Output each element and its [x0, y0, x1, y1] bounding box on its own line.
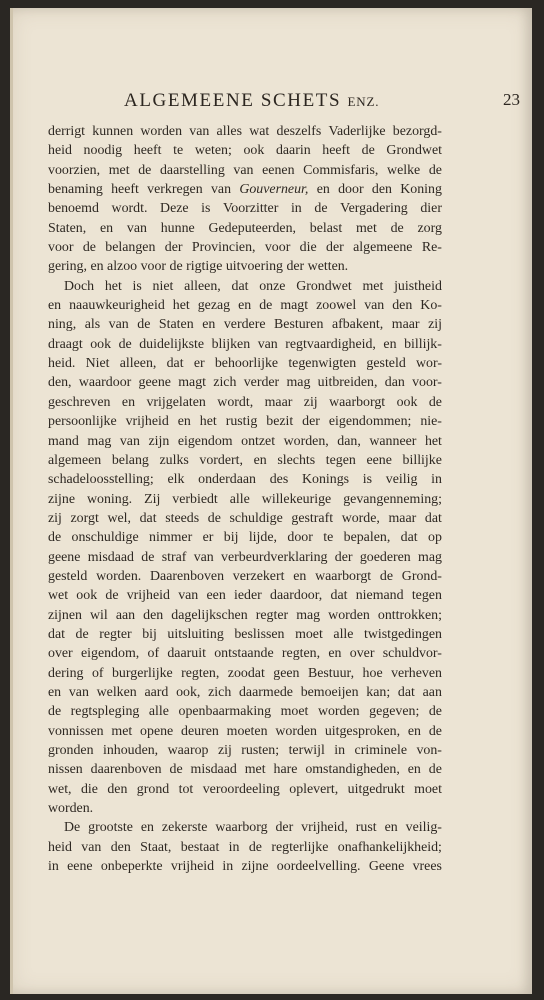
text-line: dering of burgerlijke regten, zoodat geen Bestuur, hoe verheven [48, 665, 442, 681]
text-line: voor de belangen der Provincien, voor die der algemeene Re- [48, 240, 442, 256]
text-line: in eene onbeperkte vrijheid in zijne oordeelvelling. Geene vrees [48, 859, 442, 875]
text-line: dat de regter bij uitsluiting beslissen moet alle twistgedingen [48, 626, 442, 642]
text-line: heid. Niet alleen, dat er behoorlijke tegenwigten gesteld wor- [48, 356, 442, 372]
text-line: en van welken aard ook, zich daarmede bemoeijen kan; dat aan [48, 684, 442, 700]
text-line: persoonlijke vrijheid en het rustig bezit der eigendommen; nie- [48, 414, 442, 430]
text-line: gering, en alzoo voor de rigtige uitvoering der wetten. [48, 259, 349, 275]
page-number: 23 [503, 90, 520, 109]
text-line: geschreven en vrijgelaten wordt, maar zij waarborgt ook de [48, 394, 442, 410]
text-line: vonnissen met opene deuren moeten worden uitgesproken, en de [48, 723, 442, 739]
text-line: ning, als van de Staten en verdere Besturen afbakent, maar zij [48, 317, 442, 333]
text-line: benoemd wordt. Deze is Voorzitter in de Vergadering dier [48, 201, 442, 217]
text-line: gesteld worden. Daarenboven verzekert en waarborgt de Grond- [48, 568, 442, 584]
text-line: De grootste en zekerste waarborg der vrijheid, rust en veilig- [64, 820, 442, 836]
text-line: gronden inhouden, waarop zij rusten; terwijl in criminele von- [48, 743, 442, 758]
text-line: over eigendom, of daaruit ontstaande regten, en over schuldvor- [48, 646, 442, 662]
text-line: heid noodig heeft te weten; ook daarin heeft de Grondwet [48, 143, 442, 159]
text-line: draagt ook de duidelijkste blijken van regtvaardigheid, en billijk- [48, 336, 442, 352]
running-head-abbrev: ENZ. [347, 94, 380, 109]
book-page [10, 8, 532, 994]
text-line: derrigt kunnen worden van alles wat deszelfs Vaderlijke bezorgd- [48, 124, 442, 139]
text-line: algemeen belang zulks vordert, en slechts tegen eene billijke [48, 452, 442, 468]
page-header [118, 90, 530, 116]
text-line: zijne woning. Zij verbiedt alle willekeurige gevangenneming; [48, 491, 442, 507]
text-line: nissen daarenboven de misdaad met hare omstandigheden, en de [48, 762, 442, 778]
text-line: voorzien, met de daarstelling van eenen Commisfaris, welke de [48, 162, 442, 178]
text-line: de regtspleging alle openbaarmaking moet worden gegeven; de [48, 704, 442, 720]
running-head [124, 90, 379, 112]
text-line: wet ook de vrijheid van een ieder daardoor, dat niemand tegen [48, 588, 442, 604]
text-line: Staten, en van hunne Gedeputeerden, belast met de zorg [48, 220, 442, 236]
text-line: zij zorgt wel, dat steeds de schuldige gestraft worde, maar dat [48, 510, 442, 526]
text-line: wet, die den grond tot veroordeeling oplevert, uitgedrukt moet [48, 781, 442, 797]
running-head-title: ALGEMEENE SCHETS [124, 90, 342, 111]
text-line: de onschuldige nimmer er bij lijde, door te bepalen, dat op [48, 530, 442, 546]
text-line: en naauwkeurigheid het gezag en de magt zoowel van den Ko- [48, 298, 442, 314]
text-line: mand mag van zijn eigendom ontzet worden, dan, wanneer het [48, 433, 442, 449]
text-line: benaming heeft verkregen van Gouverneur, en door den Koning [48, 182, 442, 198]
text-line: worden. [48, 801, 94, 817]
text-line: zijnen wil aan den dagelijkschen regter mag worden onttrokken; [48, 607, 442, 623]
text-line: den, waardoor geene magt zich verder mag uitbreiden, dan voor- [48, 375, 442, 391]
text-line: schadeloosstelling; elk onderdaan des Konings is veilig in [48, 472, 442, 488]
page-gutter-edge [10, 8, 13, 994]
body-text [48, 122, 442, 876]
text-line: heid van den Staat, bestaat in de regterlijke onafhankelijkheid; [48, 839, 442, 855]
text-line: Doch het is niet alleen, dat onze Grondwet met juistheid [64, 278, 442, 294]
text-line: geene misdaad de straf van verbeurdverklaring der goederen mag [48, 549, 442, 565]
